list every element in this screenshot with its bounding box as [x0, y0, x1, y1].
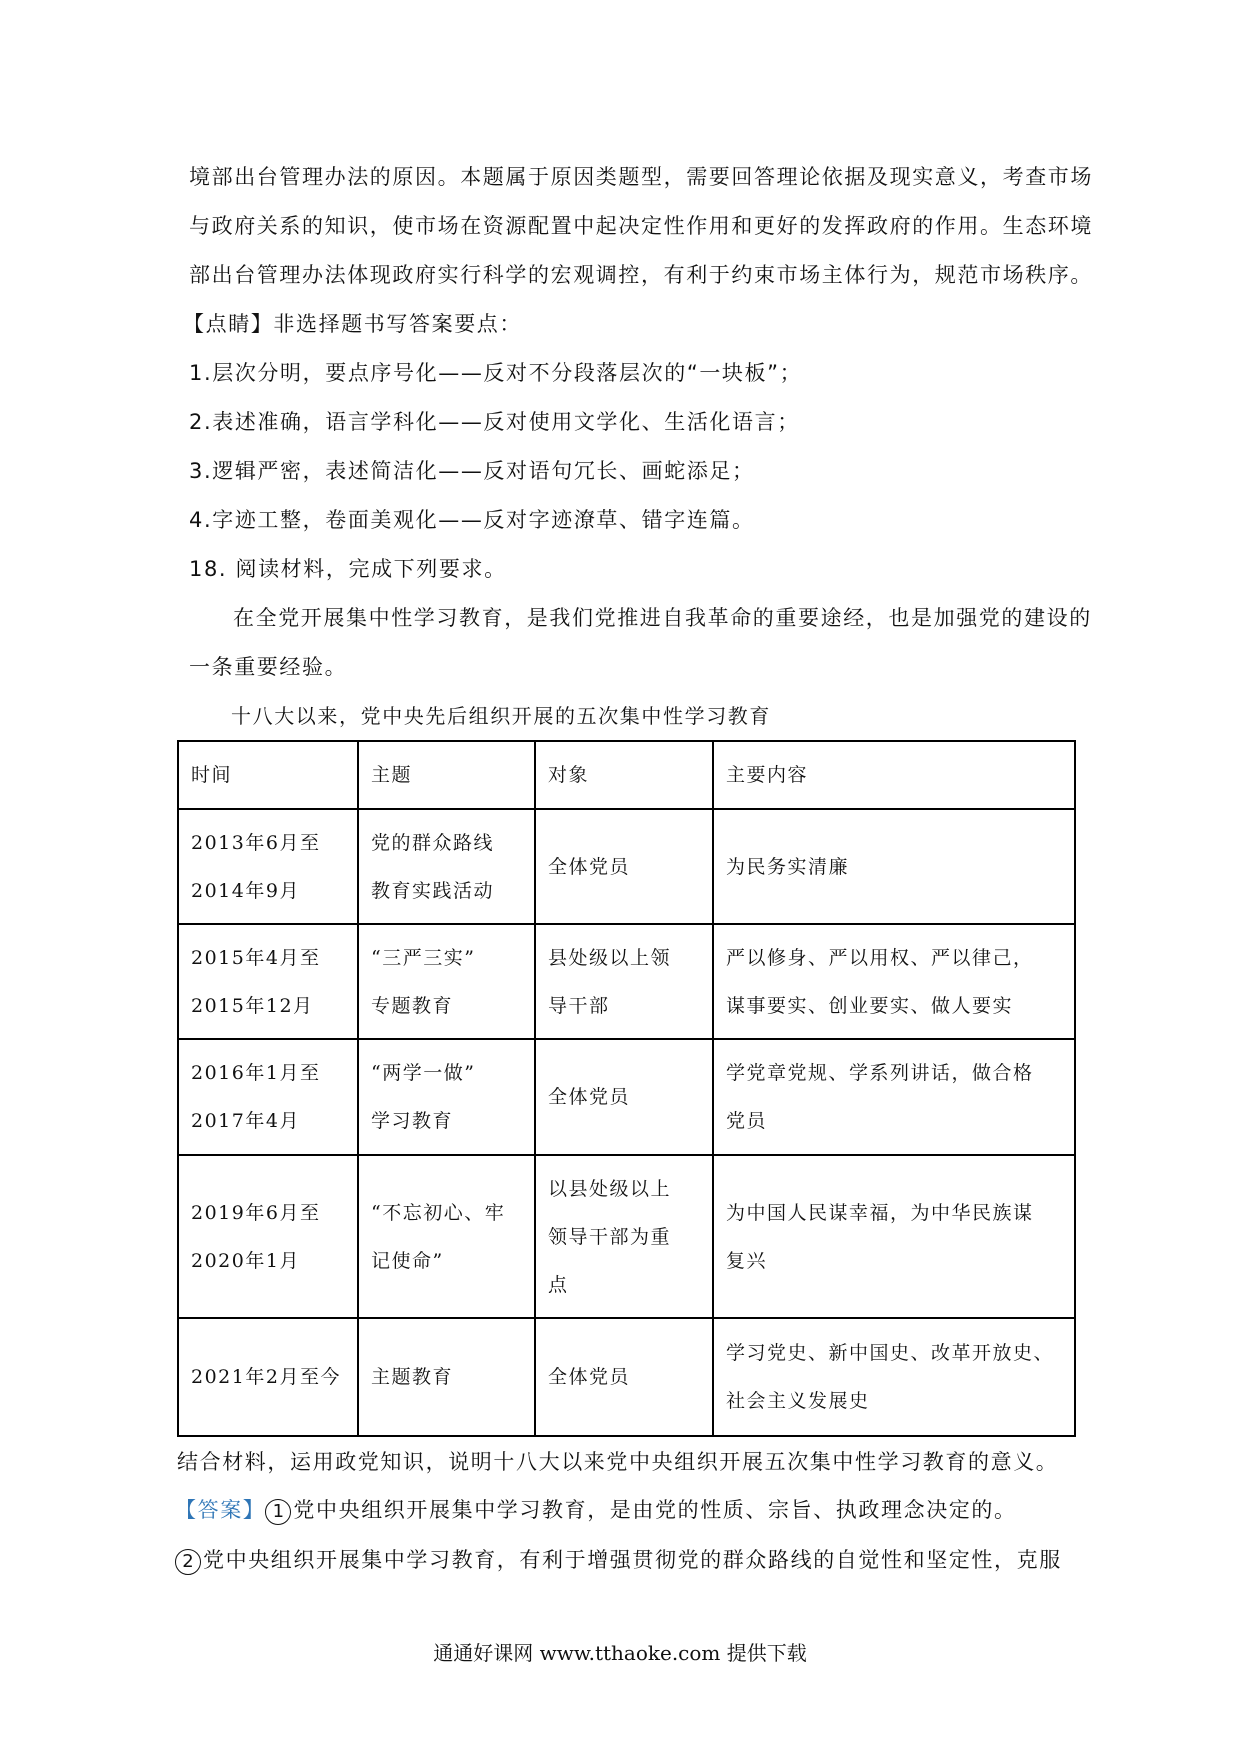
table-title: 十八大以来，党中央先后组织开展的五次集中性学习教育: [231, 704, 771, 728]
question-text: 结合材料，运用政党知识，说明十八大以来党中央组织开展五次集中性学习教育的意义。: [177, 1450, 1059, 1474]
cell-theme: “两学一做” 学习教育: [358, 1039, 535, 1155]
header-content: 主要内容: [713, 741, 1075, 809]
cell-target: 以县处级以上 领导干部为重 点: [535, 1155, 713, 1318]
tip-heading: 【点睛】非选择题书写答案要点：: [183, 312, 522, 336]
question-heading: 18. 阅读材料，完成下列要求。: [189, 557, 507, 581]
text-line: 境部出台管理办法的原因。本题属于原因类题型，需要回答理论依据及现实意义，考查市场: [189, 165, 1093, 189]
cell-content: 为中国人民谋幸福，为中华民族谋 复兴: [713, 1155, 1075, 1318]
text-line: 与政府关系的知识，使市场在资源配置中起决定性作用和更好的发挥政府的作用。生态环境: [189, 214, 1093, 238]
education-table: [177, 740, 1076, 1437]
cell-theme: 主题教育: [358, 1318, 535, 1436]
header-time: 时间: [178, 741, 358, 809]
cell-time: 2015年4月至 2015年12月: [178, 924, 358, 1039]
cell-theme: “不忘初心、牢 记使命”: [358, 1155, 535, 1318]
header-theme: 主题: [358, 741, 535, 809]
table-row: [178, 1039, 1075, 1155]
answer-line-2: [175, 1545, 1062, 1575]
circled-number: 2: [175, 1549, 201, 1575]
table-row: [178, 809, 1075, 924]
cell-content: 严以修身、严以用权、严以律己， 谋事要实、创业要实、做人要实: [713, 924, 1075, 1039]
answer-point: 党中央组织开展集中学习教育，有利于增强贯彻党的群众路线的自觉性和坚定性，克服: [203, 1548, 1062, 1572]
cell-theme: “三严三实” 专题教育: [358, 924, 535, 1039]
answer-point: 党中央组织开展集中学习教育，是由党的性质、宗旨、执政理念决定的。: [293, 1498, 1017, 1522]
circled-number: 1: [265, 1499, 291, 1525]
cell-content: 为民务实清廉: [713, 809, 1075, 924]
cell-target: 全体党员: [535, 1039, 713, 1155]
cell-time: 2021年2月至今: [178, 1318, 358, 1436]
answer-label: 【答案】: [175, 1498, 266, 1522]
cell-target: 全体党员: [535, 1318, 713, 1436]
answer-line-1: [175, 1495, 1017, 1525]
cell-content: 学习党史、新中国史、改革开放史、 社会主义发展史: [713, 1318, 1075, 1436]
cell-theme: 党的群众路线 教育实践活动: [358, 809, 535, 924]
material-line: 一条重要经验。: [189, 655, 348, 679]
table-row: [178, 1155, 1075, 1318]
cell-target: 全体党员: [535, 809, 713, 924]
tip-item: 1.层次分明，要点序号化——反对不分段落层次的“一块板”；: [189, 361, 803, 385]
tip-item: 3.逻辑严密，表述简洁化——反对语句冗长、画蛇添足；: [189, 459, 755, 483]
tip-item: 4.字迹工整，卷面美观化——反对字迹潦草、错字连篇。: [189, 508, 755, 532]
header-target: 对象: [535, 741, 713, 809]
cell-time: 2013年6月至 2014年9月: [178, 809, 358, 924]
cell-time: 2019年6月至 2020年1月: [178, 1155, 358, 1318]
footer-watermark: 通通好课网 www.tthaoke.com 提供下载: [433, 1641, 807, 1665]
cell-target: 县处级以上领 导干部: [535, 924, 713, 1039]
material-line: 在全党开展集中性学习教育，是我们党推进自我革命的重要途经，也是加强党的建设的: [233, 606, 1092, 630]
text-line: 部出台管理办法体现政府实行科学的宏观调控，有利于约束市场主体行为，规范市场秩序。: [189, 263, 1093, 287]
table-row: [178, 1318, 1075, 1436]
table-header-row: [178, 741, 1075, 809]
cell-content: 学党章党规、学系列讲话，做合格 党员: [713, 1039, 1075, 1155]
table-row: [178, 924, 1075, 1039]
tip-item: 2.表述准确，语言学科化——反对使用文学化、生活化语言；: [189, 410, 800, 434]
cell-time: 2016年1月至 2017年4月: [178, 1039, 358, 1155]
